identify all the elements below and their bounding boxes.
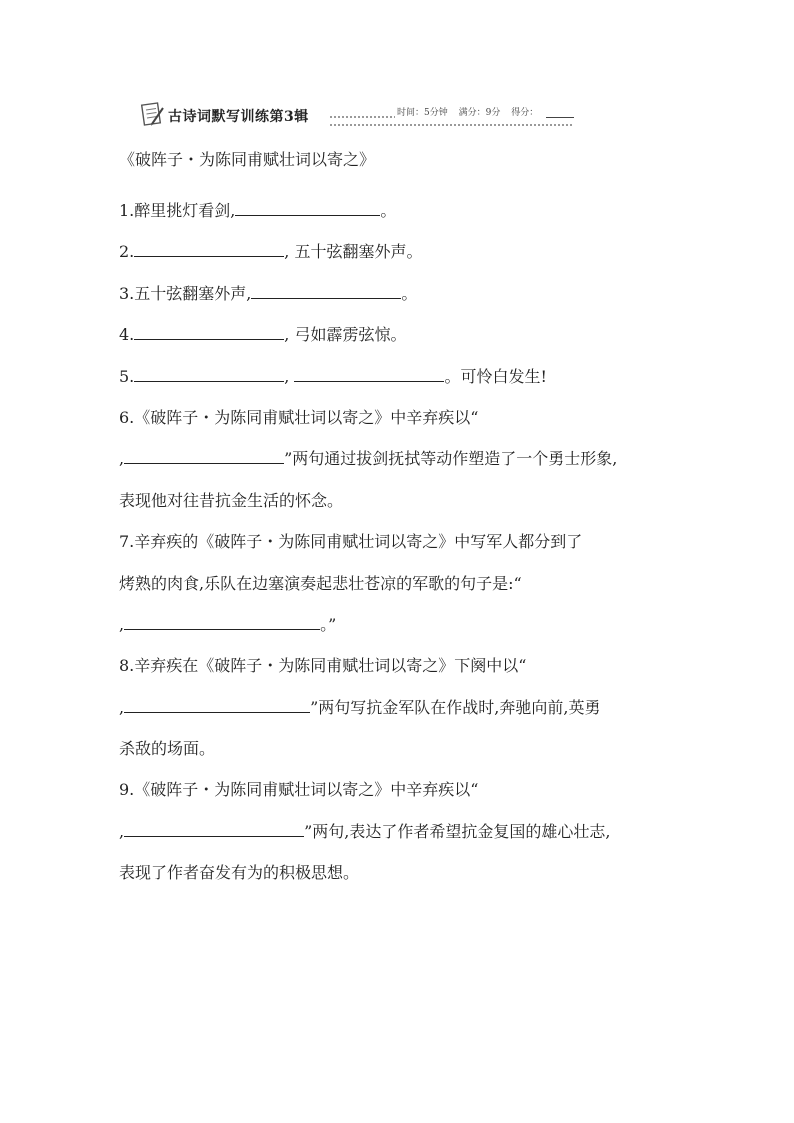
notebook-pencil-icon bbox=[140, 100, 166, 128]
question-9-line-3: 表现了作者奋发有为的积极思想。 bbox=[119, 863, 360, 883]
answer-blank[interactable] bbox=[134, 238, 284, 257]
worksheet-title: 古诗词默写训练第3辑 bbox=[168, 109, 309, 125]
question-5: 5. , 。可怜白发生! bbox=[119, 356, 679, 397]
question-8-line-3: 杀敌的场面。 bbox=[119, 739, 216, 759]
question-4: 4. , 弓如霹雳弦惊。 bbox=[119, 314, 679, 355]
answer-blank[interactable] bbox=[134, 363, 284, 382]
question-1: 1.醉里挑灯看剑, 。 bbox=[119, 190, 679, 231]
worksheet-header bbox=[140, 100, 572, 132]
question-7-line-3: , 。” bbox=[119, 604, 679, 645]
question-8-line-1: 8.辛弃疾在《破阵子・为陈同甫赋壮词以寄之》下阕中以“ bbox=[119, 656, 527, 676]
answer-blank[interactable] bbox=[124, 611, 320, 630]
question-6-line-3: 表现他对往昔抗金生活的怀念。 bbox=[119, 490, 344, 510]
answer-blank[interactable] bbox=[134, 321, 284, 340]
question-7-line-2: 烤熟的肉食,乐队在边塞演奏起悲壮苍凉的军歌的句子是:“ bbox=[119, 573, 522, 593]
answer-blank[interactable] bbox=[294, 363, 444, 382]
answer-blank[interactable] bbox=[124, 818, 304, 837]
question-2: 2. , 五十弦翻塞外声。 bbox=[119, 231, 679, 272]
answer-blank[interactable] bbox=[124, 694, 310, 713]
score-blank[interactable] bbox=[546, 117, 574, 118]
answer-blank[interactable] bbox=[235, 197, 380, 216]
question-3: 3.五十弦翻塞外声, 。 bbox=[119, 273, 679, 314]
question-8-line-2: , ”两句写抗金军队在作战时,奔驰向前,英勇 bbox=[119, 687, 679, 728]
answer-blank[interactable] bbox=[124, 445, 284, 464]
time-label: 时间：5分钟 bbox=[397, 108, 448, 118]
poem-title: 《破阵子・为陈同甫赋壮词以寄之》 bbox=[119, 150, 376, 169]
question-7-line-1: 7.辛弃疾的《破阵子・为陈同甫赋壮词以寄之》中写军人都分到了 bbox=[119, 532, 583, 552]
worksheet-content bbox=[119, 150, 679, 894]
question-9-line-2: , ”两句,表达了作者希望抗金复国的雄心壮志, bbox=[119, 811, 679, 852]
question-6-line-1: 6.《破阵子・为陈同甫赋壮词以寄之》中辛弃疾以“ bbox=[119, 407, 479, 427]
question-6-line-2: , ”两句通过拔剑抚拭等动作塑造了一个勇士形象, bbox=[119, 438, 679, 479]
full-score-label: 满分：9分 bbox=[458, 108, 501, 118]
answer-blank[interactable] bbox=[251, 280, 401, 299]
score-label: 得分： bbox=[511, 108, 539, 118]
header-meta bbox=[395, 105, 584, 118]
question-9-line-1: 9.《破阵子・为陈同甫赋壮词以寄之》中辛弃疾以“ bbox=[119, 780, 479, 800]
